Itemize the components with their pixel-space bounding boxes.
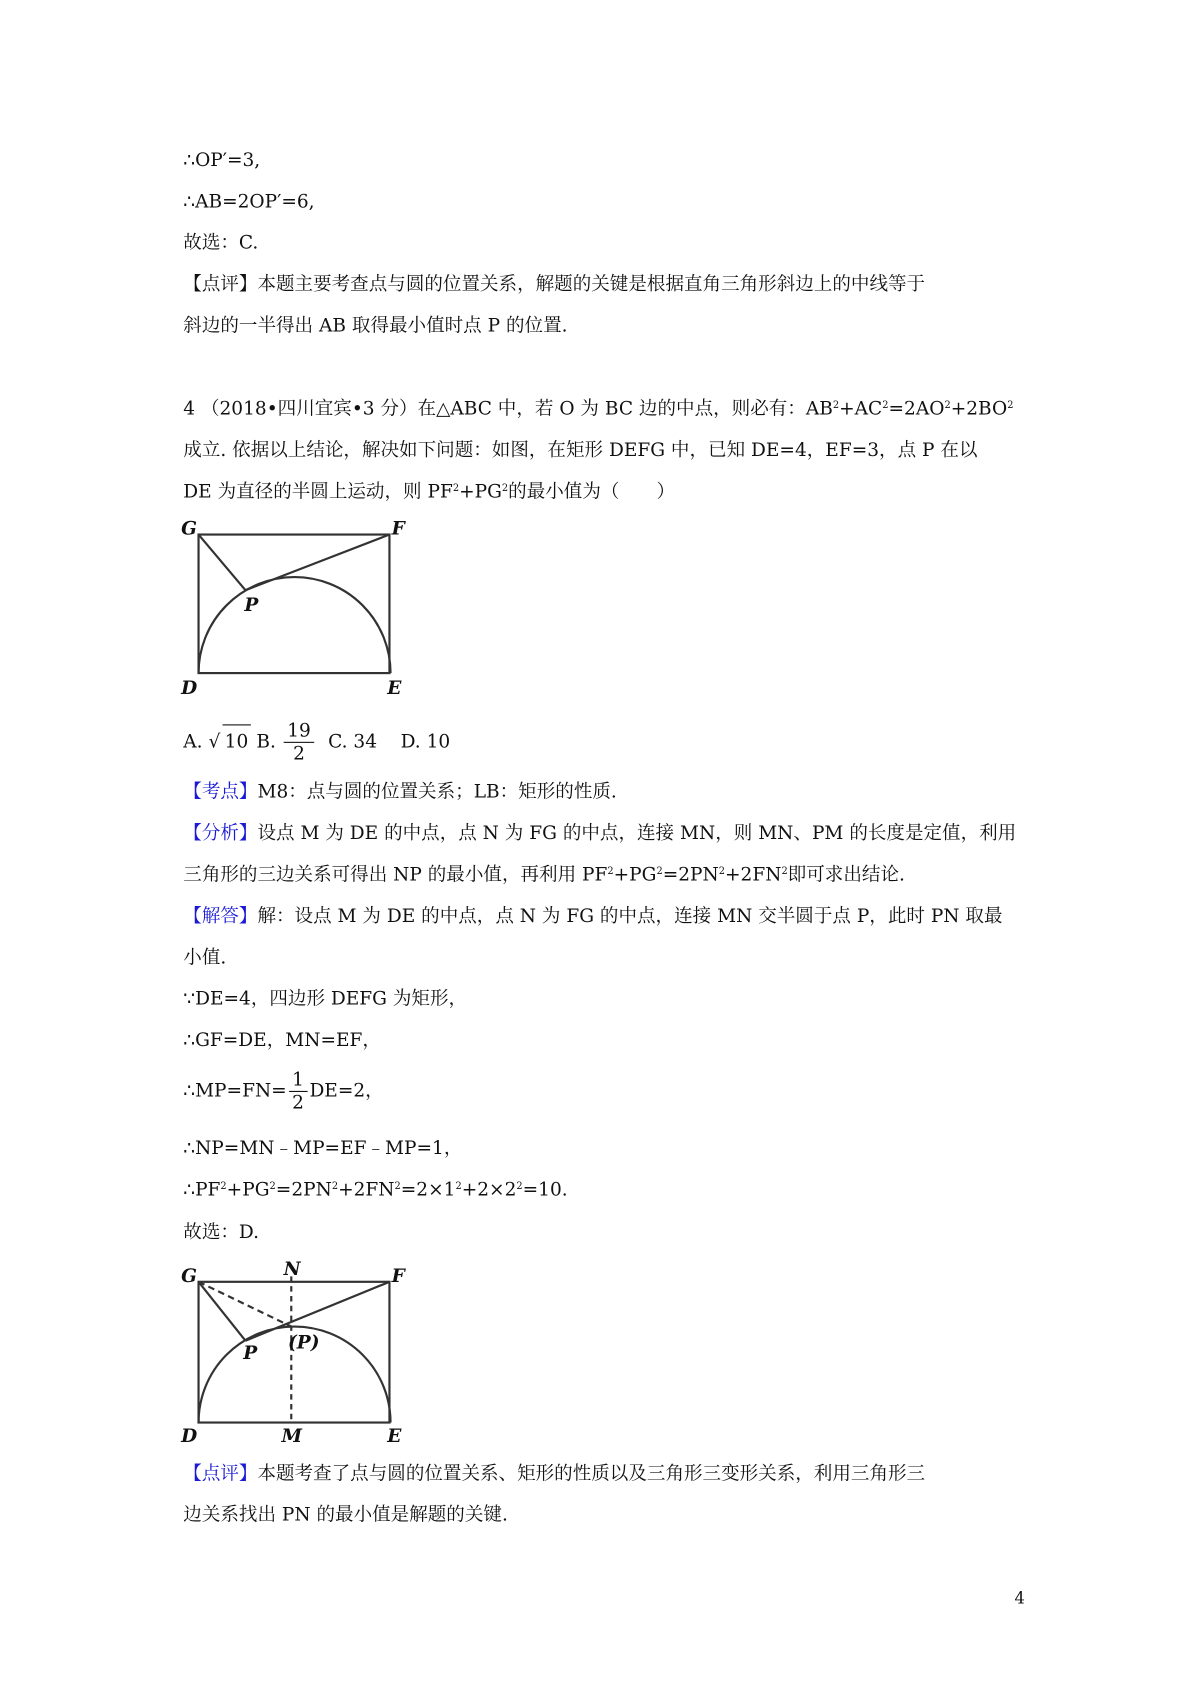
question-line: 成立. 依据以上结论，解决如下问题：如图，在矩形 DEFG 中，已知 DE=4，EF=3，点 P 在以 [183, 439, 978, 462]
sup: 2 [718, 866, 726, 878]
text-line: ∴AB=2OP′=6, [183, 190, 315, 213]
text: ∴MP=FN= [183, 1079, 287, 1102]
option-a: A. [183, 730, 203, 753]
text: +PG [459, 481, 502, 503]
text: 本题考查了点与圆的位置关系、矩形的性质以及三角形三变形关系，利用三角形三 [257, 1462, 926, 1485]
sup: 2 [656, 866, 663, 878]
text: +2BO [950, 398, 1008, 420]
label-e: E [387, 1426, 402, 1448]
label-g: G [181, 518, 197, 540]
sup: 2 [882, 400, 889, 412]
option-c: C. 34 [328, 730, 378, 753]
text: =2×1 [400, 1179, 456, 1202]
question-line [183, 480, 675, 504]
label-f: F [391, 1265, 405, 1287]
text: =2PN [662, 863, 719, 886]
sup: 2 [781, 866, 788, 878]
option-a-value: 10 [222, 724, 250, 758]
sup: 2 [1007, 400, 1014, 412]
text-line [183, 1178, 567, 1202]
text-line: 斜边的一半得出 AB 取得最小值时点 P 的位置. [183, 315, 568, 338]
text-line: ∵DE=4，四边形 DEFG 为矩形， [183, 988, 468, 1011]
dianping-line [183, 1462, 925, 1486]
figure-rectangle-semicircle [175, 513, 426, 704]
option-b: B. [256, 730, 276, 753]
segment-pg [199, 535, 246, 591]
kaodian-tag: 【考点】 [183, 781, 258, 803]
text: 三角形的三边关系可得出 NP 的最小值，再利用 PF [183, 863, 608, 886]
fraction-half [289, 1069, 307, 1114]
sup: 2 [832, 400, 840, 412]
segment-pg [199, 1282, 246, 1341]
text: ∴PF [183, 1179, 221, 1202]
review-tag: 【点评】 [183, 273, 258, 296]
sup: 2 [607, 866, 614, 878]
text-line: 故选：C. [183, 232, 259, 255]
dianping-tag: 【点评】 [183, 1462, 258, 1485]
text: +PG [613, 863, 657, 886]
text: DE=2， [309, 1079, 384, 1102]
text: =2AO [888, 398, 945, 420]
text: =2PN [275, 1179, 332, 1202]
kaodian-line [183, 780, 617, 804]
jieda-line [183, 904, 1002, 928]
text-line [183, 1069, 383, 1114]
label-d: D [181, 677, 198, 699]
text-line: 小值. [183, 946, 227, 969]
text-line: ∴NP=MN﹣MP=EF﹣MP=1， [183, 1137, 463, 1160]
sup: 2 [269, 1181, 276, 1193]
label-m: M [281, 1426, 302, 1448]
text-line: 边关系找出 PN 的最小值是解题的关键. [183, 1504, 508, 1527]
option-b-fraction [284, 720, 314, 765]
text: 解：设点 M 为 DE 的中点，点 N 为 FG 的中点，连接 MN 交半圆于点 P，此时 PN 取最 [257, 905, 1003, 928]
fenxi-line [183, 863, 905, 887]
dashed-g-p2 [199, 1282, 292, 1327]
text: M8：点与圆的位置关系；LB：矩形的性质. [257, 781, 617, 803]
denominator: 2 [293, 742, 305, 765]
options-line: A. √ 10 B. $\frac{19}{2}$ C. 34 D. 10 [183, 719, 451, 765]
text: 的最小值为（ ） [508, 481, 676, 503]
sup: 2 [331, 1181, 339, 1193]
review-text: 本题主要考查点与圆的位置关系，解题的关键是根据直角三角形斜边上的中线等于 [257, 273, 926, 296]
label-g: G [181, 1265, 197, 1287]
label-p: P [243, 1343, 258, 1365]
text: 即可求出结论. [787, 863, 905, 886]
option-d: D. 10 [400, 730, 451, 753]
label-d: D [181, 1426, 198, 1448]
review-line [183, 273, 925, 297]
semicircle [199, 577, 391, 673]
label-n: N [283, 1259, 301, 1281]
sup: 2 [220, 1181, 227, 1193]
text-line: 故选：D. [183, 1221, 260, 1244]
fenxi-line [183, 821, 1016, 845]
numerator: 1 [289, 1069, 307, 1092]
sup: 2 [394, 1181, 401, 1193]
text-line: ∴GF=DE，MN=EF， [183, 1029, 381, 1052]
sup: 2 [452, 483, 460, 495]
text: +2FN [725, 863, 782, 886]
sup: 2 [455, 1181, 462, 1193]
text: =10. [522, 1179, 568, 1202]
sup: 2 [944, 400, 951, 412]
text: 4 （2018•四川宜宾•3 分）在△ABC 中，若 O 为 BC 边的中点，则必有：AB [183, 398, 833, 420]
text: +PG [226, 1179, 270, 1202]
text: DE 为直径的半圆上运动，则 PF [183, 481, 453, 503]
question-line [183, 397, 1013, 421]
numerator: 19 [284, 720, 314, 743]
label-e: E [387, 677, 402, 699]
label-p: P [244, 594, 259, 616]
jieda-tag: 【解答】 [183, 905, 258, 928]
text: +AC [839, 398, 883, 420]
denominator: 2 [292, 1091, 304, 1114]
segment-pf [245, 535, 389, 591]
fenxi-tag: 【分析】 [183, 822, 258, 845]
label-f: F [391, 518, 405, 540]
figure-solution [175, 1257, 426, 1453]
sup: 2 [516, 1181, 523, 1193]
text-line: ∴OP′=3, [183, 149, 261, 172]
label-p-prime: (P) [287, 1332, 320, 1354]
text: +2×2 [461, 1179, 517, 1202]
page-number: 4 [1014, 1588, 1025, 1608]
sup: 2 [501, 483, 509, 495]
text: 设点 M 为 DE 的中点，点 N 为 FG 的中点，连接 MN，则 MN、PM 的长度是定值，利用 [257, 822, 1017, 845]
text: +2FN [338, 1179, 395, 1202]
